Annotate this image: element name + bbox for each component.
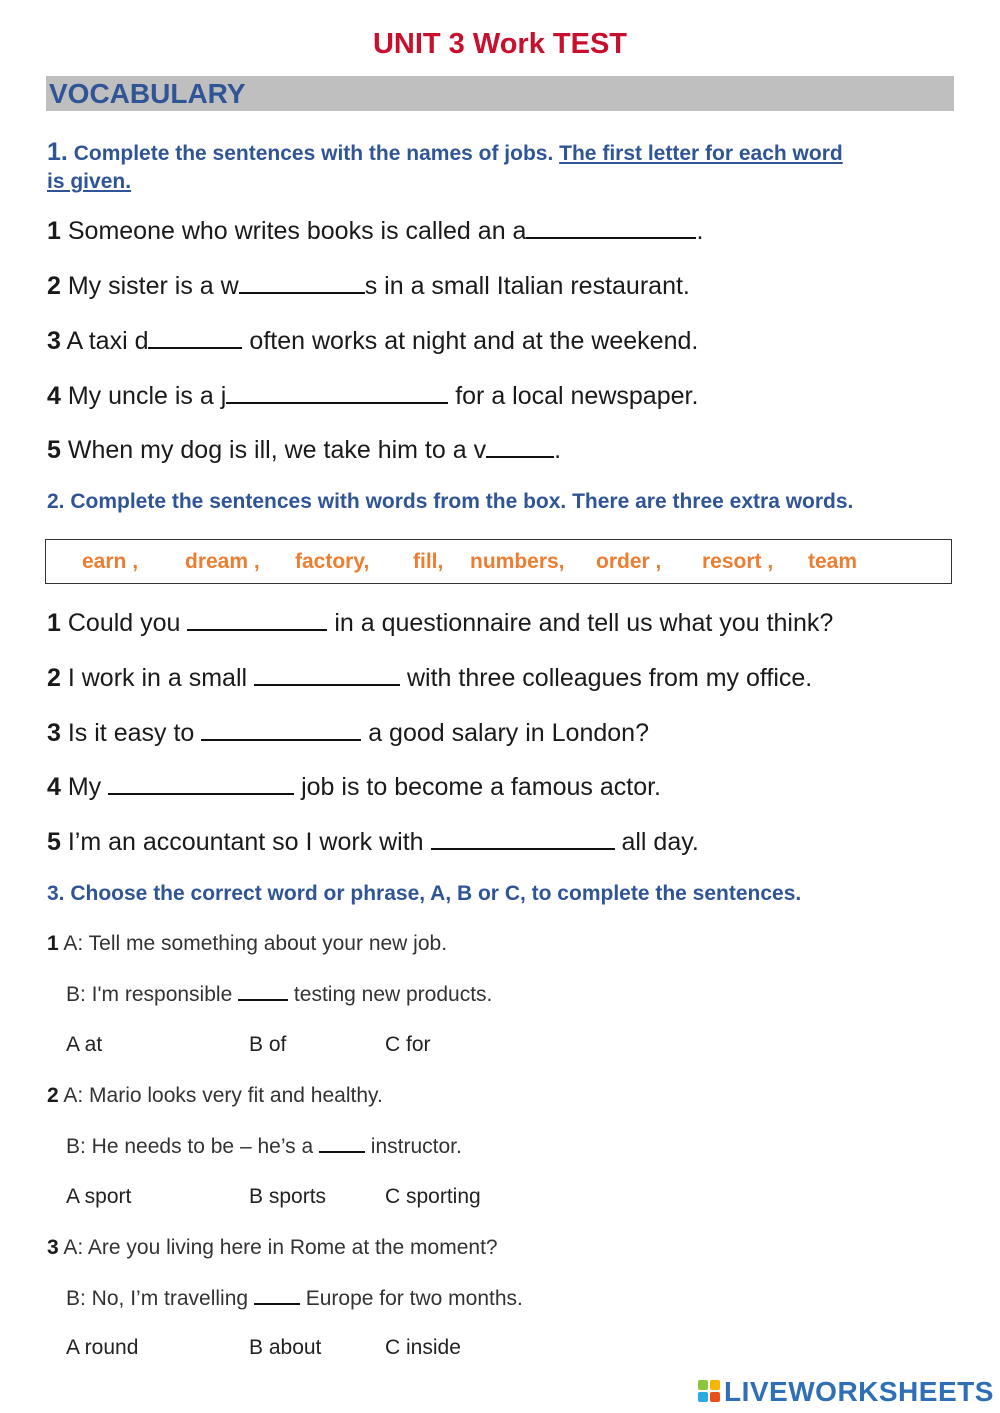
option-a[interactable]: A at — [66, 1033, 103, 1056]
ex1-sentence-4: 4 My uncle is a j for a local newspaper. — [47, 382, 699, 410]
ex3-q3-line-b: B: No, I’m travelling Europe for two months. — [66, 1287, 523, 1310]
page-title: UNIT 3 Work TEST — [372, 28, 628, 60]
exercise-1-underlined: The first letter for each word — [559, 142, 843, 165]
ex1-sentence-1: 1 Someone who writes books is called an a . — [47, 217, 704, 245]
ex1-sentence-3: 3 A taxi d often works at night and at the weekend. — [47, 327, 699, 355]
answer-blank[interactable] — [319, 1135, 365, 1153]
ex2-sentence-3: 3 Is it easy to a good salary in London? — [47, 719, 649, 747]
word-box — [45, 539, 952, 584]
option-c[interactable]: C for — [385, 1033, 431, 1056]
ex3-q3-line-a: 3 A: Are you living here in Rome at the moment? — [47, 1236, 498, 1259]
word-box-item: resort , — [702, 550, 774, 573]
logo-text: LIVEWORKSHEETS — [724, 1376, 994, 1407]
exercise-3-instruction: 3. Choose the correct word or phrase, A, B or C, to complete the sentences. — [47, 882, 802, 905]
ex2-sentence-2: 2 I work in a small with three colleagues from my office. — [47, 664, 813, 692]
logo-icon — [698, 1380, 720, 1402]
ex3-q2-line-b: B: He needs to be – he’s a instructor. — [66, 1135, 462, 1158]
word-box-item: dream , — [185, 550, 260, 573]
word-box-item: earn , — [82, 550, 139, 573]
ex1-sentence-5: 5 When my dog is ill, we take him to a v . — [47, 436, 562, 464]
ex3-q1-line-a: 1 A: Tell me something about your new job. — [47, 932, 448, 955]
ex2-sentence-1: 1 Could you in a questionnaire and tell us what you think? — [47, 609, 834, 637]
option-b[interactable]: B about — [249, 1336, 322, 1359]
answer-blank[interactable] — [239, 272, 365, 294]
answer-blank[interactable] — [254, 1287, 300, 1305]
answer-blank[interactable] — [148, 327, 242, 349]
ex3-q1-line-b: B: I'm responsible testing new products. — [66, 983, 493, 1006]
answer-blank[interactable] — [431, 828, 615, 850]
option-c[interactable]: C inside — [385, 1336, 461, 1359]
option-a[interactable]: A sport — [66, 1185, 132, 1208]
exercise-1-text: Complete the sentences with the names of jobs. — [73, 142, 554, 165]
word-box-item: factory, — [295, 550, 370, 573]
section-header — [46, 76, 954, 111]
exercise-2-instruction: 2. Complete the sentences with words from the box. There are three extra words. — [47, 490, 854, 513]
option-b[interactable]: B of — [249, 1033, 287, 1056]
option-c[interactable]: C sporting — [385, 1185, 481, 1208]
answer-blank[interactable] — [187, 609, 327, 631]
ex2-sentence-5: 5 I’m an accountant so I work with all day. — [47, 828, 699, 856]
answer-blank[interactable] — [201, 719, 361, 741]
answer-blank[interactable] — [238, 983, 288, 1001]
ex1-sentence-2: 2 My sister is a w s in a small Italian restaurant. — [47, 272, 690, 300]
exercise-1-underlined-2: is given. — [47, 170, 132, 193]
answer-blank[interactable] — [254, 664, 400, 686]
exercise-1-number: 1. — [47, 138, 68, 166]
option-b[interactable]: B sports — [249, 1185, 327, 1208]
word-box-item: order , — [596, 550, 662, 573]
answer-blank[interactable] — [108, 773, 294, 795]
exercise-1-instruction — [47, 138, 952, 196]
ex2-sentence-4: 4 My job is to become a famous actor. — [47, 773, 661, 801]
word-box-item: numbers, — [470, 550, 565, 573]
word-box-item: team — [808, 550, 858, 573]
section-title: VOCABULARY — [49, 78, 246, 109]
answer-blank[interactable] — [526, 217, 696, 239]
word-box-item: fill, — [413, 550, 444, 573]
answer-blank[interactable] — [486, 436, 554, 458]
option-a[interactable]: A round — [66, 1336, 139, 1359]
answer-blank[interactable] — [226, 382, 448, 404]
ex3-q2-line-a: 2 A: Mario looks very fit and healthy. — [47, 1084, 383, 1107]
